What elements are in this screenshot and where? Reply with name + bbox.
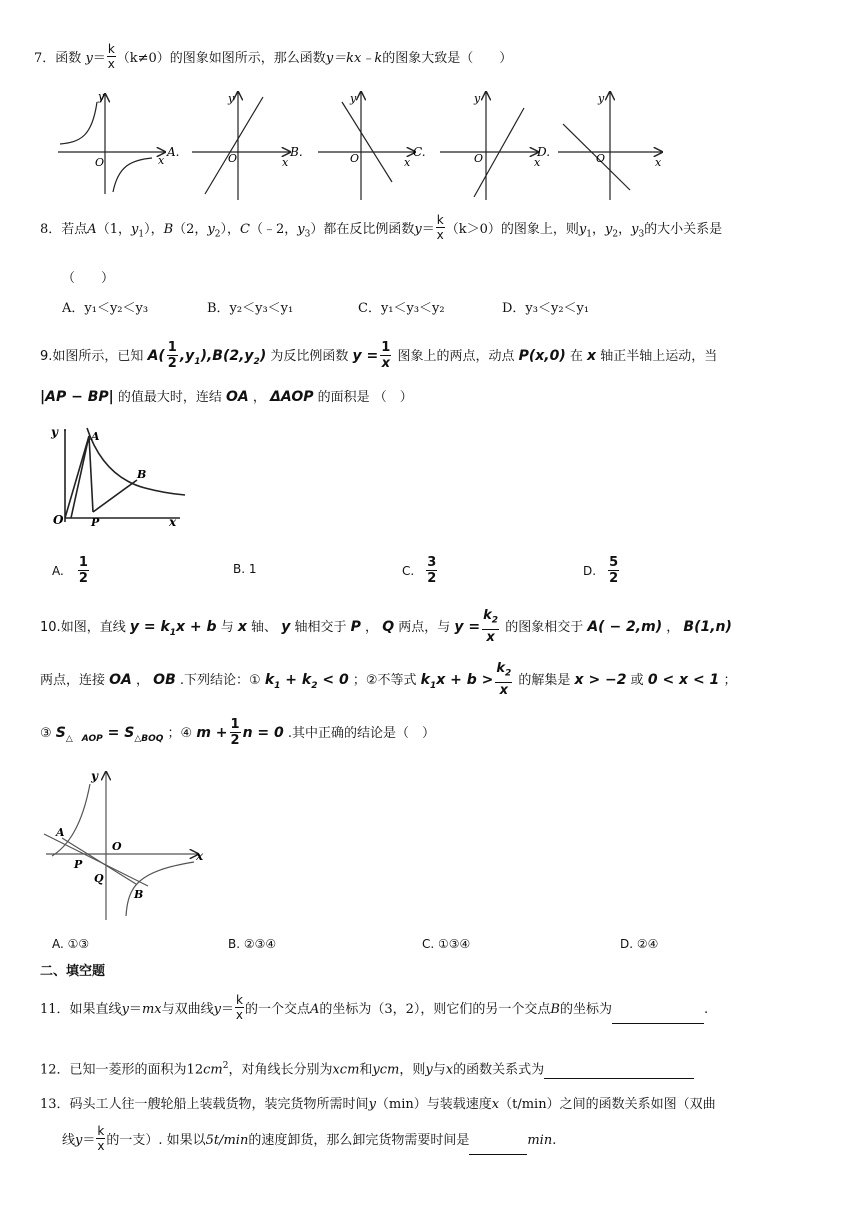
q9-stem-1: 9.如图所示，已知 A( $\frac{1}{2}$ $,y_1),B(2,y_2)$ 为反比例函数 y = $\frac{1}{x}$ 图象上的两点，动点 P(x,0) 在 x 轴正半轴上运动，当 [40,340,718,371]
q12-answer-blank[interactable] [544,1060,694,1079]
svg-text:y: y [51,425,58,439]
svg-text:A: A [91,430,100,443]
svg-text:A: A [56,826,65,839]
q9-option-d[interactable]: D. $\frac{5}{2}$ [583,555,619,586]
svg-text:P: P [74,858,83,871]
svg-text:O: O [350,152,360,165]
q9-stem-2: |AP − BP| 的值最大时，连结 OA ， ΔAOP 的面积是 （ ） [40,389,413,405]
q7-label-c: C. [413,145,426,159]
q10-figure [38,766,218,926]
svg-text:y: y [474,92,481,105]
q8-option-c[interactable]: C．y₁＜y₃＜y₂ [358,301,445,316]
svg-text:O: O [53,513,64,527]
svg-text:P: P [91,516,100,529]
q9-option-c[interactable]: C. $\frac{3}{2}$ [402,555,437,586]
q9-figure [45,422,195,532]
q13-stem-1: 13．码头工人往一艘轮船上装载货物，装完货物所需时间y（min）与装载速度x（t/min）之间的函数关系如图（双曲 [40,1097,716,1112]
fraction-k-over-x: $\frac{k}{x}$ [107,42,115,71]
q10-option-d[interactable]: D. ②④ [620,937,659,951]
q8-paren: （ ） [62,271,115,286]
q7-label-b: B. [290,145,303,159]
svg-text:O: O [112,840,122,853]
svg-text:O: O [95,156,105,169]
q13-stem-2: 线y＝ $\frac{k}{x}$ 的一支）. 如果以5t/min的速度卸货，那么卸完货物需要时间是 min. [62,1124,557,1153]
q12-stem: 12．已知一菱形的面积为$12cm^2$，对角线长分别为xcm和ycm，则y与x的函数关系式为 [40,1057,694,1079]
svg-text:x: x [169,515,177,529]
svg-text:x: x [655,156,662,169]
svg-text:O: O [474,152,484,165]
q7-option-c-graph[interactable] [440,92,538,200]
svg-text:B: B [137,468,147,481]
q8-option-a[interactable]: A．y₁＜y₂＜y₃ [62,301,149,316]
svg-text:y: y [350,92,357,105]
q8-option-d[interactable]: D．y₃＜y₂＜y₁ [502,301,590,316]
svg-text:x: x [158,154,165,167]
svg-text:x: x [196,849,204,863]
svg-text:x: x [404,156,411,169]
q8-stem: 8．若点A（1，$y_1$），B（2，$y_2$），C（﹣2，$y_3$）都在反比例函数y＝ $\frac{k}{x}$ （k＞0）的图象上，则$y_1$，$y_2$，$y_3$的大小关系是 [40,213,723,242]
svg-text:x: x [282,156,289,169]
q7-option-d-graph[interactable] [558,92,662,200]
q9-option-b[interactable]: B. 1 [233,562,257,576]
svg-text:O: O [596,152,606,165]
q7-stem: 7．函数 y＝ $\frac{k}{x}$ （k≠0）的图象如图所示，那么函数y＝kx﹣k的图象大致是（ ） [34,42,513,71]
q13-answer-blank[interactable] [469,1136,527,1155]
q10-stem-3: ③ $S_{\triangle AOP} = S_{\triangle BOQ}$ ；④ m + $\frac{1}{2}$ n = 0 .其中正确的结论是（ ） [40,717,436,748]
section-heading: 二、填空题 [40,964,106,979]
q10-stem-1: 10.如图，直线 $y = k_1x + b$ 与 x 轴、 y 轴相交于 P ， Q 两点，与 y = $\frac{k_2}{x}$ 的图象相交于 A( − 2,m) ， B(1,n) [40,608,732,645]
svg-text:O: O [228,152,238,165]
q7-option-b-graph[interactable] [318,92,415,200]
svg-text:y: y [598,92,605,105]
q10-option-a[interactable]: A. ①③ [52,937,90,951]
q7-label-d: D. [537,145,551,159]
svg-text:Q: Q [94,872,104,885]
q7-option-a-graph[interactable] [192,92,290,200]
svg-text:y: y [228,92,235,105]
q10-option-b[interactable]: B. ②③④ [228,937,277,951]
q7-graphs [0,82,860,207]
svg-text:y: y [98,90,105,103]
q7-original-graph [58,94,165,194]
q11-answer-blank[interactable] [612,1005,704,1024]
svg-text:B: B [134,888,144,901]
q11-stem: 11．如果直线y＝mx与双曲线y＝ $\frac{k}{x}$ 的一个交点A的坐标为（3，2），则它们的另一个交点B的坐标为 . [40,993,709,1022]
q7-label-a: A. [167,145,180,159]
q10-option-c[interactable]: C. ①③④ [422,937,471,951]
q10-stem-2: 两点，连接 OA ， OB .下列结论：① $k_1 + k_2 < 0$ ；②不等式 $k_1x + b$ > $\frac{k_2}{x}$ 的解集是 x > −2 或 0 < x < 1 ； [40,661,737,698]
svg-text:y: y [91,769,98,783]
svg-text:x: x [534,156,541,169]
q8-option-b[interactable]: B．y₂＜y₃＜y₁ [207,301,294,316]
q9-option-a[interactable]: A. $\frac{1}{2}$ [52,555,88,586]
